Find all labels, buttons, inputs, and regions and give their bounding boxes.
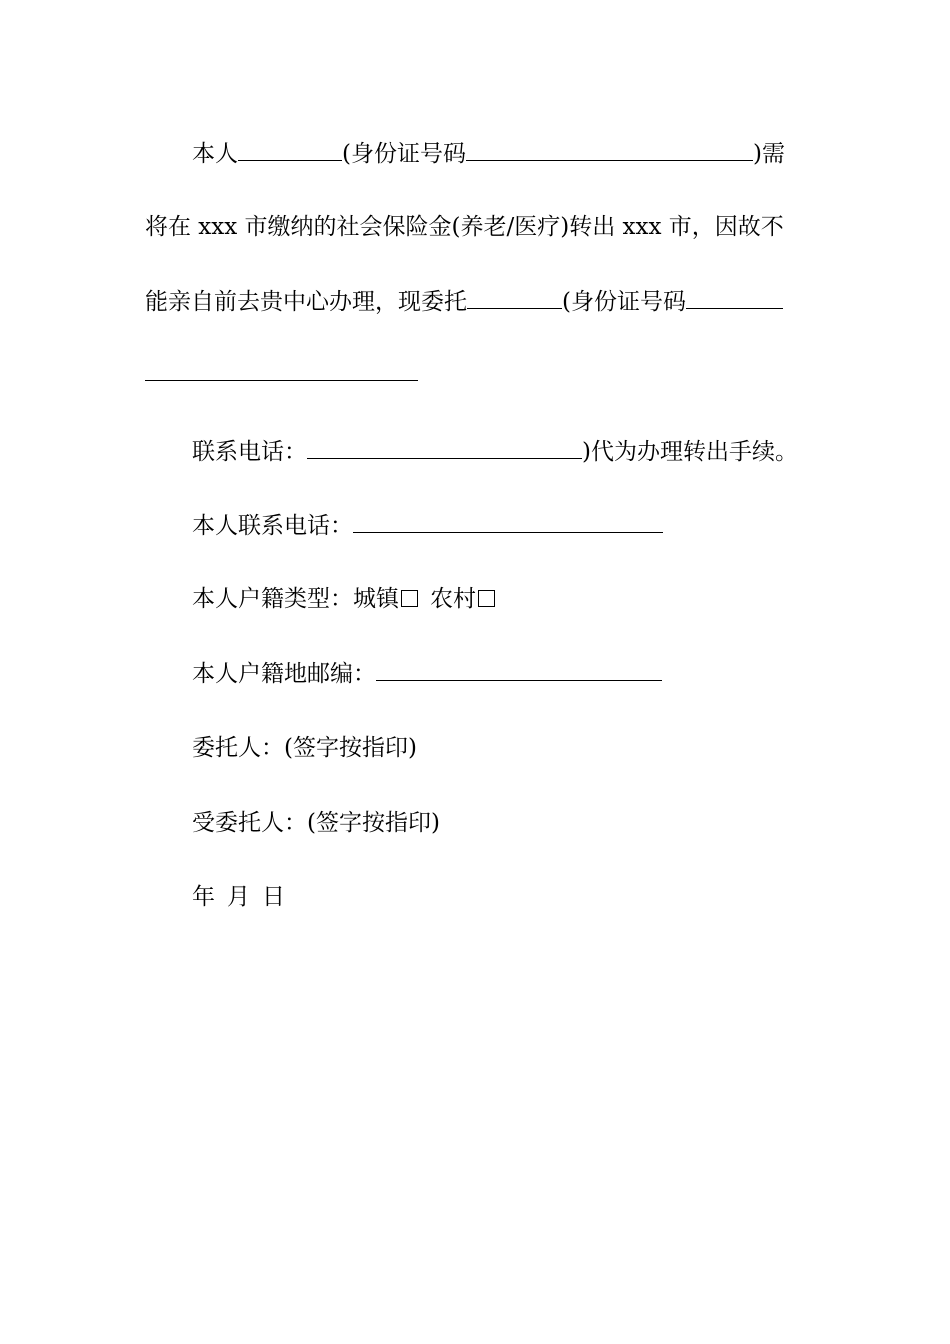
principal-signature-line: 委托人：(签字按指印) — [192, 735, 417, 761]
postcode-blank[interactable] — [376, 658, 662, 681]
contact-phone-blank[interactable] — [307, 436, 582, 459]
contact-phone-suffix: )代为办理转出手续。 — [582, 439, 798, 465]
paragraph-line-2: 将在 xxx 市缴纳的社会保险金(养老/医疗)转出 xxx 市，因故不 — [145, 214, 784, 240]
text-entrust: 能亲自前去贵中心办理，现委托 — [145, 289, 467, 315]
agent-id-blank-part1[interactable] — [686, 286, 783, 309]
contact-phone-line — [192, 436, 854, 467]
option-rural-label: 农村 — [430, 586, 476, 612]
self-phone-blank[interactable] — [353, 510, 663, 533]
text-agent-id-open: (身份证号码 — [562, 289, 686, 315]
contact-phone-label: 联系电话： — [192, 439, 307, 465]
name-blank[interactable] — [238, 138, 342, 161]
self-phone-label: 本人联系电话： — [192, 513, 353, 539]
hukou-type-line — [192, 584, 854, 614]
agent-name-blank[interactable] — [467, 286, 562, 309]
self-phone-line — [192, 510, 854, 541]
option-urban-label: 城镇 — [353, 586, 399, 612]
rural-checkbox[interactable] — [478, 590, 495, 607]
postcode-label: 本人户籍地邮编： — [192, 661, 376, 687]
date-month: 月 — [227, 884, 250, 910]
postcode-line — [192, 658, 854, 689]
paragraph-line-1 — [192, 138, 807, 169]
paragraph-line-4 — [145, 358, 807, 389]
text-id-number-open: (身份证号码 — [342, 141, 466, 167]
paragraph-line-3 — [145, 286, 807, 317]
text-need: )需 — [752, 141, 785, 167]
urban-checkbox[interactable] — [401, 590, 418, 607]
date-year: 年 — [192, 884, 215, 910]
hukou-type-label: 本人户籍类型： — [192, 586, 353, 612]
id-number-blank[interactable] — [466, 138, 753, 161]
date-day: 日 — [262, 884, 285, 910]
date-line — [192, 882, 854, 912]
text-benren: 本人 — [192, 141, 238, 167]
agent-id-blank-part2[interactable] — [145, 358, 418, 381]
agent-signature-line: 受委托人：(签字按指印) — [192, 810, 440, 836]
